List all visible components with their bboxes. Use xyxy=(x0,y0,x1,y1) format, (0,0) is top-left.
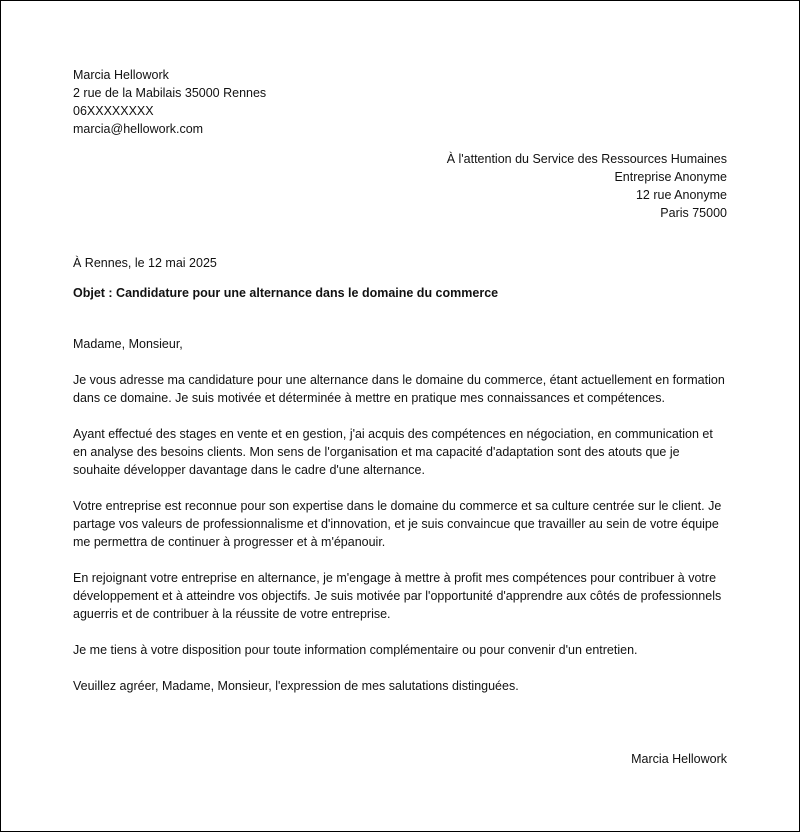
sender-phone: 06XXXXXXXX xyxy=(73,104,154,118)
body-paragraph: Votre entreprise est reconnue pour son expertise dans le domaine du commerce et sa culture centrée sur le client. Je partage vos valeurs de professionnalisme et d'innovation, et je suis convaincue que travailler au sein de votre équipe me permettra de continuer à progresser et à m'épanouir. xyxy=(73,499,722,549)
sender-name: Marcia Hellowork xyxy=(73,68,169,82)
closing-paragraph: Veuillez agréer, Madame, Monsieur, l'expression de mes salutations distinguées. xyxy=(73,679,519,693)
recipient-company: Entreprise Anonyme xyxy=(614,170,727,184)
letter-date: À Rennes, le 12 mai 2025 xyxy=(73,256,217,270)
signature: Marcia Hellowork xyxy=(631,752,727,766)
recipient-block xyxy=(447,150,727,222)
body-paragraph: En rejoignant votre entreprise en alternance, je m'engage à mettre à profit mes compétences pour contribuer à votre développement et à atteindre vos objectifs. Je suis motivée par l'opportunité d'apprendre aux côtés de professionnels aguerris et de contribuer à la réussite de votre entreprise. xyxy=(73,571,722,621)
sender-address: 2 rue de la Mabilais 35000 Rennes xyxy=(73,86,267,100)
recipient-street: 12 rue Anonyme xyxy=(635,188,727,202)
letter-body xyxy=(73,335,729,713)
body-paragraph: Ayant effectué des stages en vente et en gestion, j'ai acquis des compétences en négociation, en communication et en analyse des besoins clients. Mon sens de l'organisation et ma capacité d'adaptation sont des atouts que je souhaite développer davantage dans le cadre d'une alternance. xyxy=(73,427,713,477)
sender-email: marcia@hellowork.com xyxy=(73,122,204,136)
recipient-attention: À l'attention du Service des Ressources Humaines xyxy=(446,152,727,166)
salutation: Madame, Monsieur, xyxy=(73,337,183,351)
sender-block xyxy=(73,66,266,138)
body-paragraph: Je me tiens à votre disposition pour toute information complémentaire ou pour convenir d'un entretien. xyxy=(73,643,638,657)
body-paragraph: Je vous adresse ma candidature pour une alternance dans le domaine du commerce, étant actuellement en formation dans ce domaine. Je suis motivée et déterminée à mettre en pratique mes connaissances et compétences. xyxy=(73,373,725,405)
letter-subject: Objet : Candidature pour une alternance dans le domaine du commerce xyxy=(73,286,499,300)
recipient-city: Paris 75000 xyxy=(660,206,727,220)
